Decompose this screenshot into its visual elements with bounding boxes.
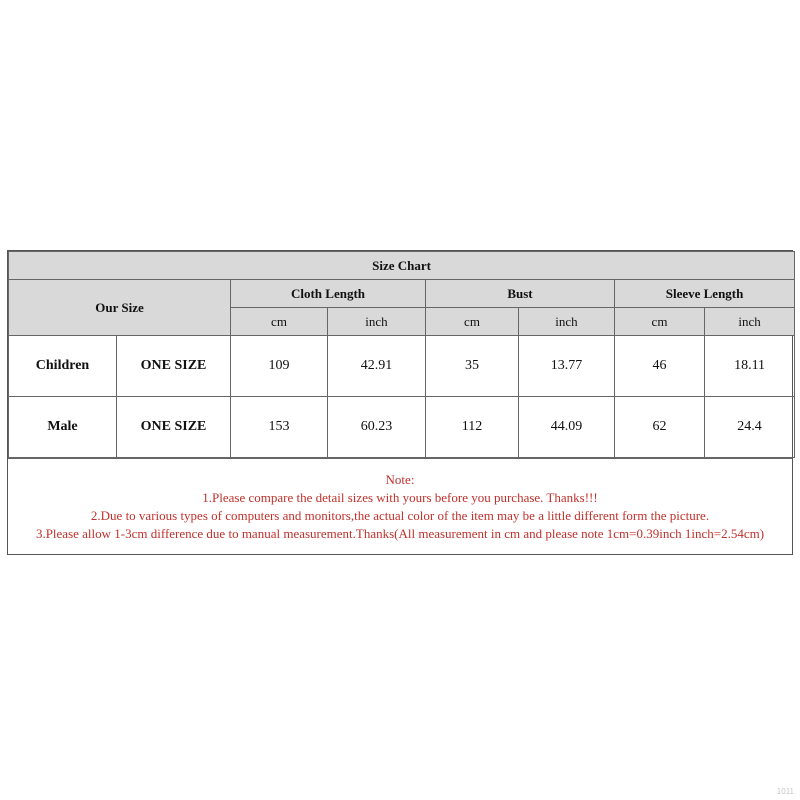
table-cell: 24.4 <box>705 397 795 458</box>
chart-title: Size Chart <box>9 252 795 280</box>
column-header-cloth-length: Cloth Length <box>231 280 426 308</box>
size-table <box>8 251 795 458</box>
unit-header: inch <box>328 308 426 336</box>
size-chart <box>7 250 793 555</box>
row-group-label: Male <box>9 397 117 458</box>
table-cell: 18.11 <box>705 336 795 397</box>
unit-header: inch <box>519 308 615 336</box>
watermark: 1011 <box>776 787 794 796</box>
unit-header: cm <box>615 308 705 336</box>
table-cell: 46 <box>615 336 705 397</box>
table-cell: 153 <box>231 397 328 458</box>
table-cell: 62 <box>615 397 705 458</box>
table-cell: 109 <box>231 336 328 397</box>
row-size-label: ONE SIZE <box>117 397 231 458</box>
notes-heading: Note: <box>385 472 415 487</box>
table-cell: 42.91 <box>328 336 426 397</box>
unit-header: cm <box>231 308 328 336</box>
table-row <box>9 336 795 397</box>
table-cell: 35 <box>426 336 519 397</box>
notes-section <box>8 458 792 554</box>
column-header-bust: Bust <box>426 280 615 308</box>
unit-header: cm <box>426 308 519 336</box>
table-cell: 112 <box>426 397 519 458</box>
unit-header: inch <box>705 308 795 336</box>
note-line: 1.Please compare the detail sizes with yours before you purchase. Thanks!!! <box>202 490 598 505</box>
note-line: 2.Due to various types of computers and monitors,the actual color of the item may be a little different form the picture. <box>90 508 710 523</box>
our-size-header: Our Size <box>9 280 231 336</box>
row-size-label: ONE SIZE <box>117 336 231 397</box>
table-cell: 44.09 <box>519 397 615 458</box>
table-row <box>9 397 795 458</box>
column-header-sleeve-length: Sleeve Length <box>615 280 795 308</box>
row-group-label: Children <box>9 336 117 397</box>
note-line: 3.Please allow 1-3cm difference due to manual measurement.Thanks(All measurement in cm and please note 1cm=0.39inch 1inch=2.54cm) <box>35 526 765 541</box>
table-cell: 13.77 <box>519 336 615 397</box>
table-cell: 60.23 <box>328 397 426 458</box>
